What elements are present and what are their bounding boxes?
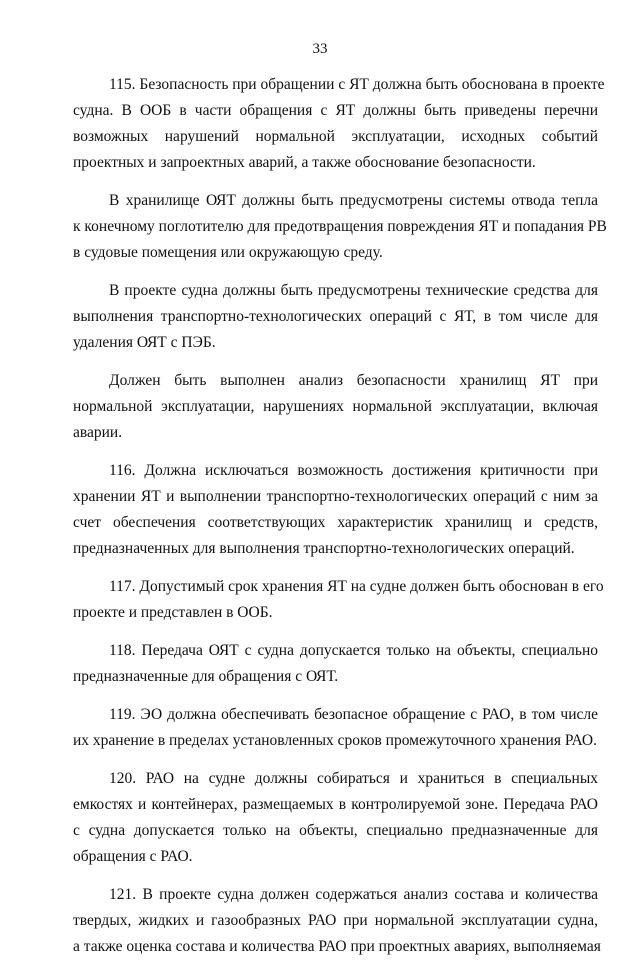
paragraph	[73, 766, 598, 870]
paragraph-line: аварии.	[73, 424, 123, 441]
paragraph-line: предназначенных для выполнения транспортно-технологических операций.	[73, 540, 575, 557]
paragraph	[73, 882, 601, 960]
paragraph-line: счет обеспечения соответствующих характеристик хранилищ и средств,	[73, 514, 598, 531]
paragraph-line: 117. Допустимый срок хранения ЯТ на судне должен быть обоснован в его	[109, 578, 604, 595]
paragraph-line: удаления ОЯТ с ПЭБ.	[73, 334, 216, 351]
paragraph-line: 119. ЭО должна обеспечивать безопасное обращение с РАО, в том числе	[109, 706, 598, 723]
paragraph	[73, 702, 598, 754]
paragraph-line: В хранилище ОЯТ должны быть предусмотрены системы отвода тепла	[109, 192, 598, 209]
paragraph	[73, 458, 598, 562]
paragraph-line: нормальной эксплуатации, нарушениях нормальной эксплуатации, включая	[73, 398, 598, 415]
paragraph-line: выполнения транспортно-технологических операций с ЯТ, в том числе для	[73, 308, 598, 325]
paragraph	[73, 72, 605, 176]
paragraph-line: предназначенные для обращения с ОЯТ.	[73, 668, 339, 685]
document-body	[73, 72, 607, 972]
paragraph-line: В проекте судна должны быть предусмотрены технические средства для	[109, 282, 598, 299]
paragraph-line: проекте и представлен в ООБ.	[73, 604, 273, 621]
paragraph-line: с судна допускается только на объекты, специально предназначенные для	[73, 822, 598, 839]
page-number: 33	[312, 41, 328, 57]
paragraph-line: 116. Должна исключаться возможность достижения критичности при	[109, 462, 598, 479]
paragraph	[73, 638, 598, 690]
paragraph-line: Должен быть выполнен анализ безопасности хранилищ ЯТ при	[109, 372, 598, 389]
paragraph-line: хранении ЯТ и выполнении транспортно-технологических операций с ним за	[73, 488, 598, 505]
paragraph	[73, 188, 607, 266]
paragraph-line: твердых, жидких и газообразных РАО при нормальной эксплуатации судна,	[73, 912, 598, 929]
paragraph-line: 121. В проекте судна должен содержаться анализ состава и количества	[109, 886, 598, 903]
paragraph-line: обращения с РАО.	[73, 848, 193, 865]
paragraph-line: их хранение в пределах установленных сроков промежуточного хранения РАО.	[73, 732, 597, 749]
paragraph-line: 118. Передача ОЯТ с судна допускается только на объекты, специально	[109, 642, 598, 659]
paragraph-line: судна. В ООБ в части обращения с ЯТ должны быть приведены перечни	[73, 102, 598, 119]
paragraph-line: к конечному поглотителю для предотвращения повреждения ЯТ и попадания РВ	[73, 218, 607, 235]
paragraph-line: в судовые помещения или окружающую среду.	[73, 244, 383, 261]
paragraph-line: емкостях и контейнерах, размещаемых в контролируемой зоне. Передача РАО	[73, 796, 598, 813]
paragraph-line: проектных и запроектных аварий, а также обоснование безопасности.	[73, 154, 536, 171]
paragraph-line: 115. Безопасность при обращении с ЯТ должна быть обоснована в проекте	[109, 76, 605, 93]
paragraph	[73, 368, 598, 446]
paragraph	[73, 574, 604, 626]
paragraph-line: а также оценка состава и количества РАО при проектных авариях, выполняемая	[73, 938, 601, 955]
paragraph	[73, 278, 598, 356]
paragraph-line: 120. РАО на судне должны собираться и храниться в специальных	[109, 770, 598, 787]
paragraph-line: возможных нарушений нормальной эксплуатации, исходных событий	[73, 128, 598, 145]
